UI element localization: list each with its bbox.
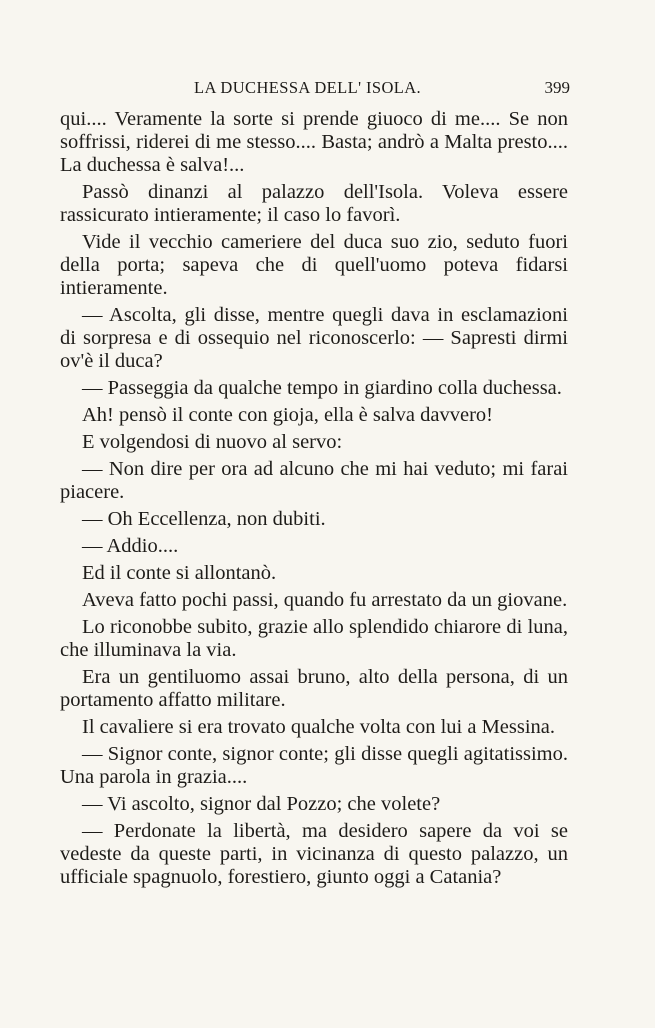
- paragraph: — Signor conte, signor conte; gli disse quegli agitatissimo. Una parola in grazia....: [60, 743, 568, 788]
- paragraph: Era un gentiluomo assai bruno, alto della persona, di un portamento affatto militare.: [60, 666, 568, 711]
- paragraph: Aveva fatto pochi passi, quando fu arrestato da un giovane.: [82, 589, 568, 611]
- paragraph: E volgendosi di nuovo al servo:: [82, 431, 343, 453]
- running-title: LA DUCHESSA DELL' ISOLA.: [194, 78, 422, 97]
- paragraph: — Vi ascolto, signor dal Pozzo; che volete?: [82, 793, 441, 815]
- paragraph: Ah! pensò il conte con gioja, ella è salva davvero!: [82, 404, 493, 426]
- paragraph: Vide il vecchio cameriere del duca suo zio, seduto fuori della porta; sapeva che di quell'uomo poteva fidarsi intieramente.: [60, 231, 568, 299]
- running-header: [60, 78, 570, 100]
- paragraph: — Ascolta, gli disse, mentre quegli dava in esclamazioni di sorpresa e di ossequio nel riconoscerlo: — Sapresti dirmi ov'è il duca?: [60, 304, 568, 372]
- paragraph: — Passeggia da qualche tempo in giardino colla duchessa.: [82, 377, 562, 399]
- paragraph: Passò dinanzi al palazzo dell'Isola. Voleva essere rassicurato intieramente; il caso lo favorì.: [60, 181, 568, 226]
- paragraph: — Addio....: [82, 535, 179, 557]
- paragraph: — Oh Eccellenza, non dubiti.: [82, 508, 326, 530]
- page-number: 399: [544, 78, 570, 97]
- paragraph: Ed il conte si allontanò.: [82, 562, 277, 584]
- paragraph: Il cavaliere si era trovato qualche volta con lui a Messina.: [82, 716, 556, 738]
- paragraph: — Non dire per ora ad alcuno che mi hai veduto; mi farai piacere.: [60, 458, 568, 503]
- paragraph: — Perdonate la libertà, ma desidero sapere da voi se vedeste da queste parti, in vicinanza di questo palazzo, un ufficiale spagnuolo, forestiero, giunto oggi a Catania?: [60, 820, 568, 888]
- body-text: [60, 108, 568, 893]
- paragraph: qui.... Veramente la sorte si prende giuoco di me.... Se non soffrissi, riderei di me stesso.... Basta; andrò a Malta presto.... La duchessa è salva!...: [60, 108, 568, 176]
- paragraph: Lo riconobbe subito, grazie allo splendido chiarore di luna, che illuminava la via.: [60, 616, 568, 661]
